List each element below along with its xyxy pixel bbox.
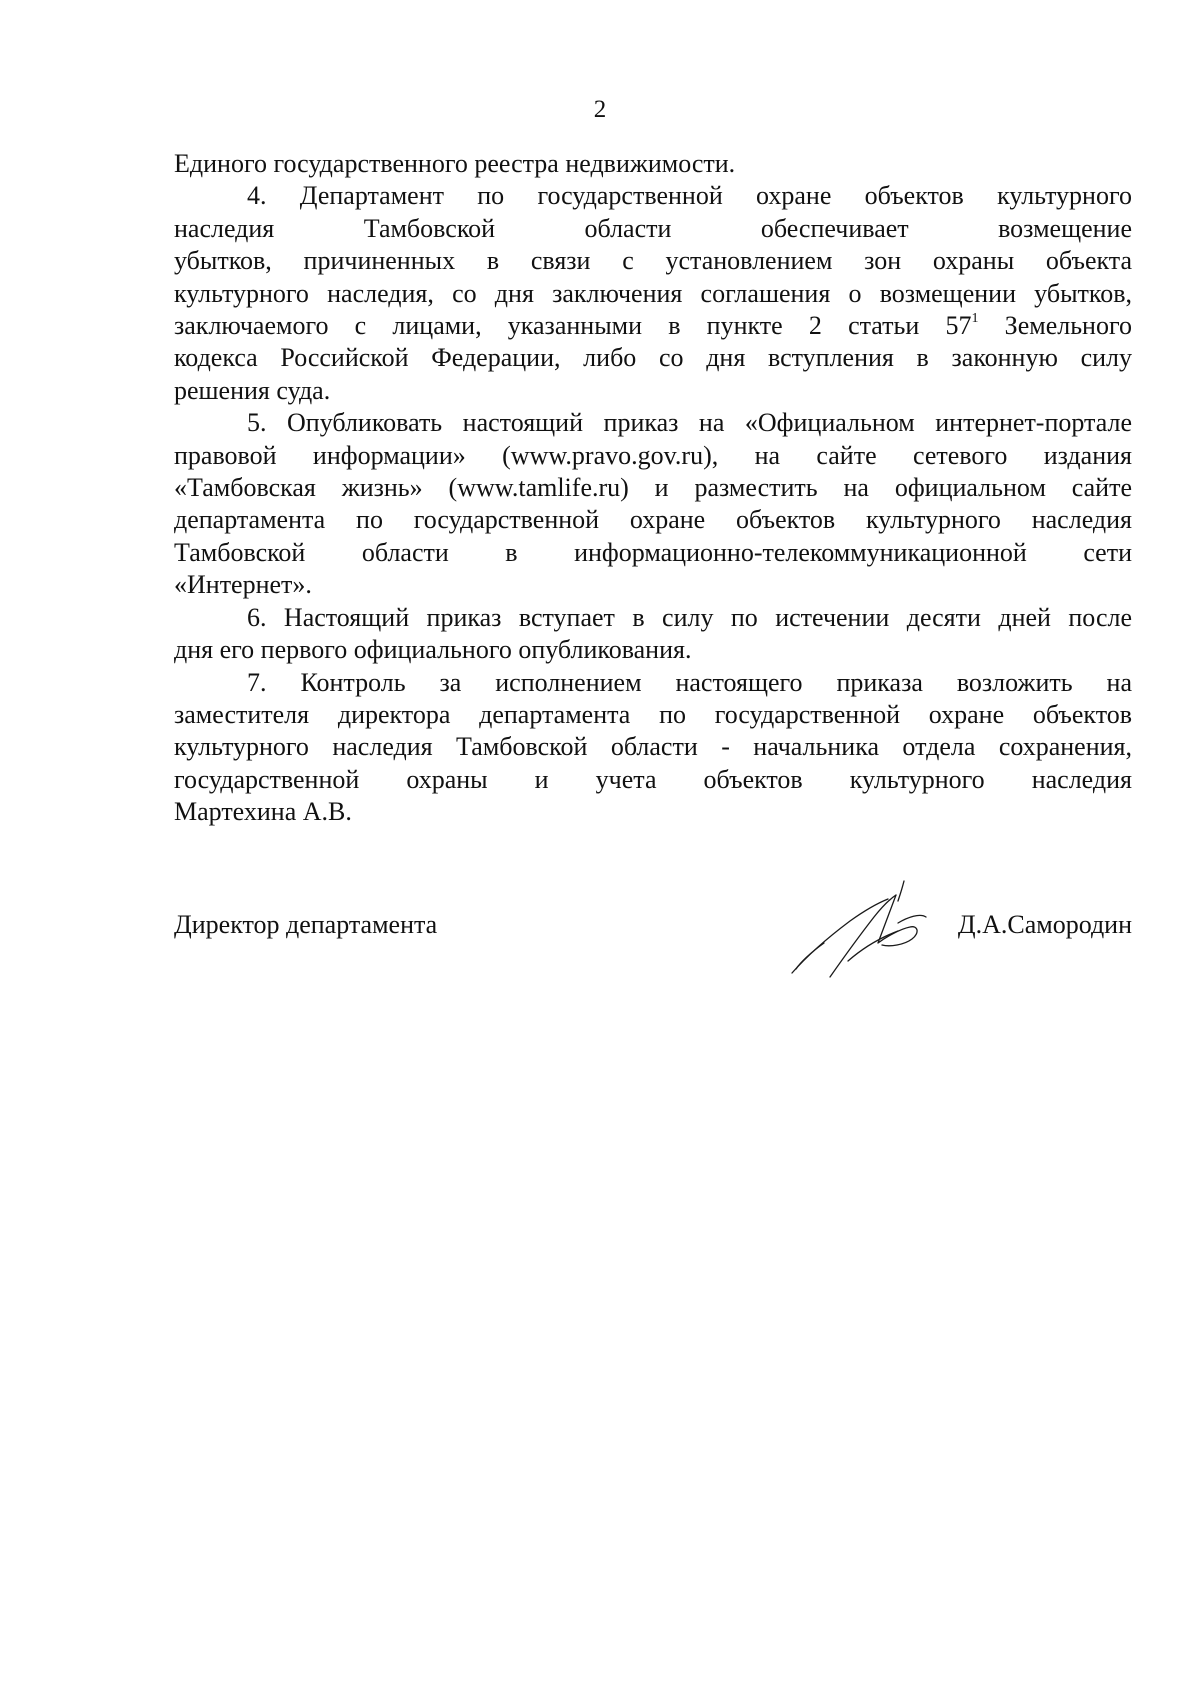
- paragraph-line: 4. Департамент по государственной охране объектов культурного: [247, 181, 1132, 211]
- paragraph-line: убытков, причиненных в связи с установлением зон охраны объекта: [174, 246, 1132, 276]
- paragraph-line: «Интернет».: [174, 570, 312, 600]
- signatory-name: Д.А.Самородин: [957, 910, 1132, 939]
- paragraph-line: наследия Тамбовской области обеспечивает возмещение: [174, 213, 1132, 243]
- paragraph-line: решения суда.: [174, 375, 331, 405]
- paragraph-6: [174, 602, 1132, 667]
- handwritten-signature: [786, 877, 956, 981]
- paragraph-line: кодекса Российской Федерации, либо со дня вступления в законную силу: [174, 343, 1132, 373]
- paragraph-line: 7. Контроль за исполнением настоящего приказа возложить на: [247, 667, 1132, 697]
- paragraph-4: [174, 180, 1132, 407]
- document-body: [174, 148, 1132, 829]
- paragraph-line: дня его первого официального опубликования.: [174, 635, 692, 665]
- paragraph-line: Мартехина А.В.: [174, 797, 352, 827]
- paragraph-7: [174, 667, 1132, 829]
- paragraph-5: [174, 407, 1132, 601]
- paragraph-3-ending: [174, 148, 1132, 180]
- page-number: 2: [593, 96, 607, 123]
- paragraph-line: заместителя директора департамента по государственной охране объектов: [174, 699, 1132, 729]
- paragraph-line-part: заключаемого с лицами, указанными в пункте 2 статьи 57: [174, 311, 972, 341]
- superscript-marker: 1: [971, 311, 979, 327]
- paragraph-line: 6. Настоящий приказ вступает в силу по истечении десяти дней после: [247, 602, 1132, 632]
- paragraph-line: культурного наследия, со дня заключения соглашения о возмещении убытков,: [174, 278, 1132, 308]
- paragraph-line: Тамбовской области в информационно-телекоммуникационной сети: [174, 537, 1132, 567]
- signature-block: [174, 905, 1132, 975]
- signatory-role: Директор департамента: [174, 910, 438, 939]
- paragraph-line: департамента по государственной охране объектов культурного наследия: [174, 505, 1132, 535]
- paragraph-line: государственной охраны и учета объектов культурного наследия: [174, 764, 1132, 794]
- paragraph-line: правовой информации» (www.pravo.gov.ru), на сайте сетевого издания: [174, 440, 1132, 470]
- paragraph-line-part: Земельного: [978, 311, 1132, 341]
- paragraph-line: «Тамбовская жизнь» (www.tamlife.ru) и разместить на официальном сайте: [174, 473, 1132, 503]
- paragraph-line-with-footnote: [174, 310, 1132, 342]
- paragraph-line: 5. Опубликовать настоящий приказ на «Официальном интернет-портале: [247, 408, 1132, 438]
- paragraph-line: культурного наследия Тамбовской области - начальника отдела сохранения,: [174, 732, 1132, 762]
- paragraph-line: Единого государственного реестра недвижимости.: [174, 149, 736, 178]
